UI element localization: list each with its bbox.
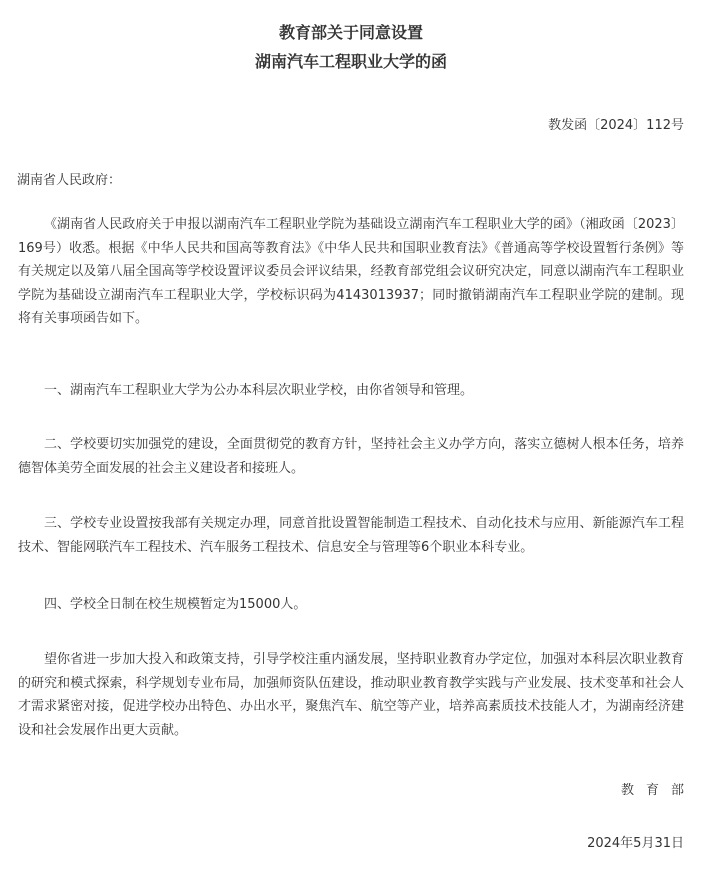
signer: 教育部 [620,783,696,798]
paragraph-closing: 望你省进一步加大投入和政策支持，引导学校注重内涵发展，坚持职业教育办学定位，加强对本科层次职业教育的研究和模式探索，科学规划专业布局，加强师资队伍建设，推动职业教育教学实践与产业发展、技术变革和社会人才需求紧密对接，促进学校办出特色、办出水平，聚焦汽车、航空等产业，培养高素质技术技能人才，为湖南经济建设和社会发展作出更大贡献。 [18,652,684,738]
issue-date: 2024年5月31日 [587,836,684,851]
salutation: 湖南省人民政府： [17,173,122,188]
paragraph-item-3: 三、学校专业设置按我部有关规定办理，同意首批设置智能制造工程技术、自动化技术与应用、新能源汽车工程技术、智能网联汽车工程技术、汽车服务工程技术、信息安全与管理等6个职业本科专业。 [18,516,684,555]
paragraph-item-2: 二、学校要切实加强党的建设，全面贯彻党的教育方针，坚持社会主义办学方向，落实立德树人根本任务，培养德智体美劳全面发展的社会主义建设者和接班人。 [18,437,684,476]
document-title-line1: 教育部关于同意设置 [278,23,423,42]
paragraph-intro: 《湖南省人民政府关于申报以湖南汽车工程职业学院为基础设立湖南汽车工程职业大学的函》（湘政函〔2023〕169号）收悉。根据《中华人民共和国高等教育法》《中华人民共和国职业教育法》《普通高等学校设置暂行条例》等有关规定以及第八届全国高等学校设置评议委员会评议结果，经教育部党组会议研究决定，同意以湖南汽车工程职业学院为基础设立湖南汽车工程职业大学，学校标识码为4143013937；同时撤销湖南汽车工程职业学院的建制。现将有关事项函告如下。 [18,217,684,326]
paragraph-item-4: 四、学校全日制在校生规模暂定为15000人。 [44,597,307,612]
paragraph-item-1: 一、湖南汽车工程职业大学为公办本科层次职业学校，由你省领导和管理。 [44,383,474,398]
document-number: 教发函〔2024〕112号 [548,118,684,133]
document-title-line2: 湖南汽车工程职业大学的函 [254,52,447,71]
